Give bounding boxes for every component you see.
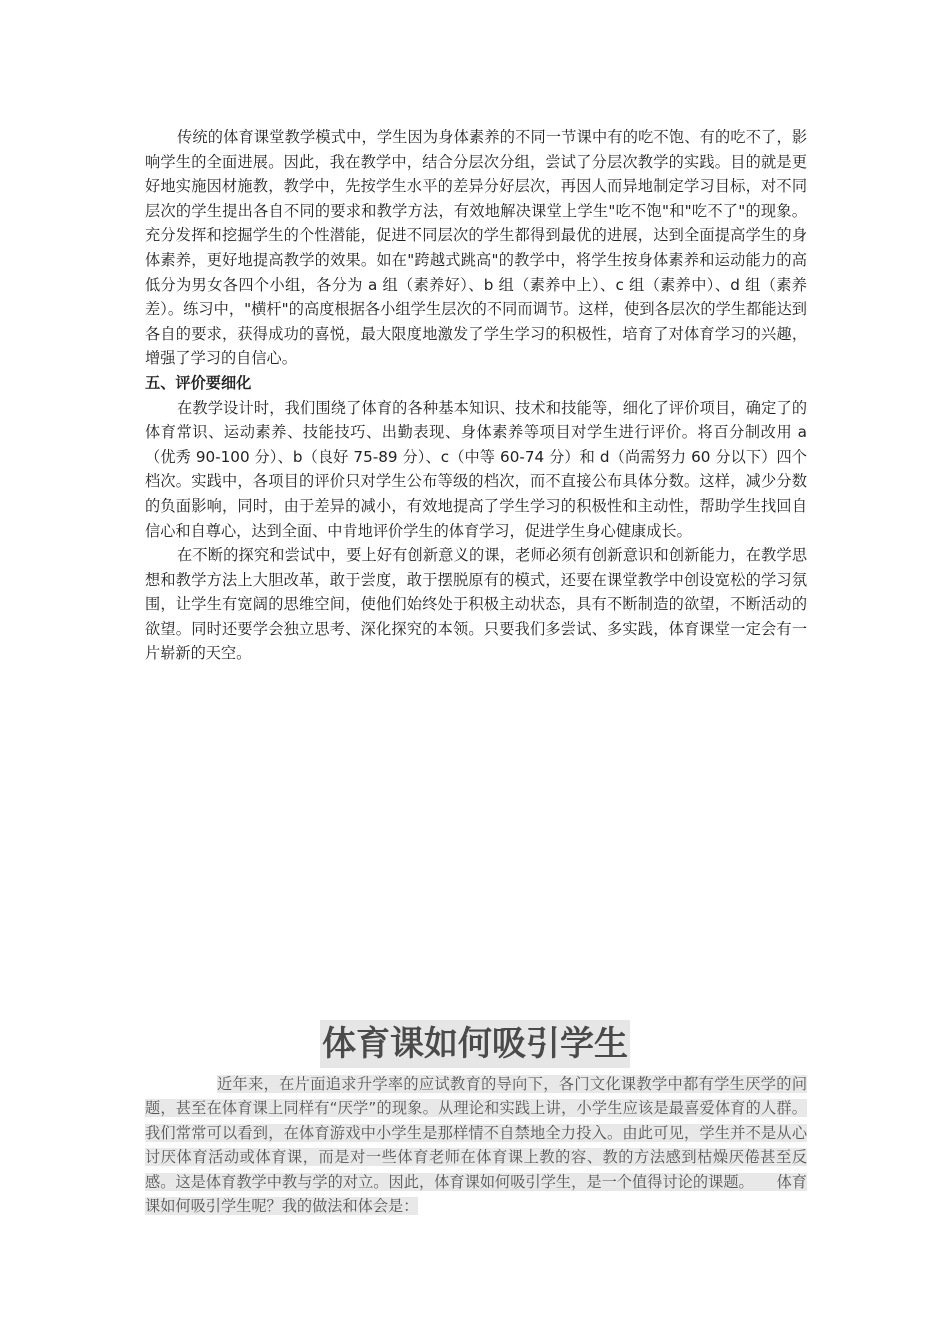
article-title (0, 1020, 950, 1068)
article-title-text: 体育课如何吸引学生 (320, 1020, 630, 1068)
article2-body (145, 1072, 807, 1218)
article2-paragraph-text: 近年来，在片面追求升学率的应试教育的导向下，各门文化课教学中都有学生厌学的问题，甚至在体育课上同样有“厌学”的现象。从理论和实践上讲，小学生应该是最喜爱体育的人群。我们常常可以看到，在体育游戏中小学生是那样情不自禁地全力投入。由此可见，学生并不是从心讨厌体育活动或体育课，而是对一些体育老师在体育课上教的容、教的方法感到枯燥厌倦甚至反感。这是体育教学中教与学的对立。因此，体育课如何吸引学生，是一个值得讨论的课题。 体育课如何吸引学生呢？我的做法和体会是： (145, 1075, 807, 1216)
intro-paragraph: 传统的体育课堂教学模式中，学生因为身体素养的不同一节课中有的吃不饱、有的吃不了，影响学生的全面进展。因此，我在教学中，结合分层次分组，尝试了分层次教学的实践。目的就是更好地实施因材施教，教学中，先按学生水平的差异分好层次，再因人而异地制定学习目标，对不同层次的学生提出各自不同的要求和教学方法，有效地解决课堂上学生"吃不饱"和"吃不了"的现象。充分发挥和挖掘学生的个性潜能，促进不同层次的学生都得到最优的进展，达到全面提高学生的身体素养，更好地提高教学的效果。如在"跨越式跳高"的教学中，将学生按身体素养和运动能力的高低分为男女各四个小组，各分为 a 组（素养好）、b 组（素养中上）、c 组（素养中）、d 组（素养差）。练习中，"横杆"的高度根据各小组学生层次的不同而调节。这样，使到各层次的学生都能达到各自的要求，获得成功的喜悦，最大限度地激发了学生学习的积极性，培育了对体育学习的兴趣，增强了学习的自信心。 (145, 128, 807, 368)
article-body (145, 125, 807, 666)
conclusion-paragraph: 在不断的探究和尝试中，要上好有创新意义的课，老师必须有创新意识和创新能力，在教学思想和教学方法上大胆改革，敢于尝度，敢于摆脱原有的模式，还要在课堂教学中创设宽松的学习氛围，让学生有宽阔的思维空间，使他们始终处于积极主动状态，具有不断制造的欲望，不断活动的欲望。同时还要学会独立思考、深化探究的本领。只要我们多尝试、多实践，体育课堂一定会有一片崭新的天空。 (145, 546, 807, 663)
article2-paragraph (145, 1072, 807, 1218)
section-heading: 五、评价要细化 (145, 373, 252, 392)
evaluation-paragraph: 在教学设计时，我们围绕了体育的各种基本知识、技术和技能等，细化了评价项目，确定了的体育常识、运动素养、技能技巧、出勤表现、身体素养等项目对学生进行评价。将百分制改用 a（优秀 90-100 分）、b（良好 75-89 分）、c（中等 60-74 分）和 d（尚需努力 60 分以下）四个档次。实践中，各项目的评价只对学生公布等级的档次，而不直接公布具体分数。这样，减少分数的负面影响，同时，由于差异的减小，有效地提高了学生学习的积极性和主动性，帮助学生找回自信心和自尊心，达到全面、中肯地评价学生的体育学习，促进学生身心健康成长。 (145, 398, 807, 540)
